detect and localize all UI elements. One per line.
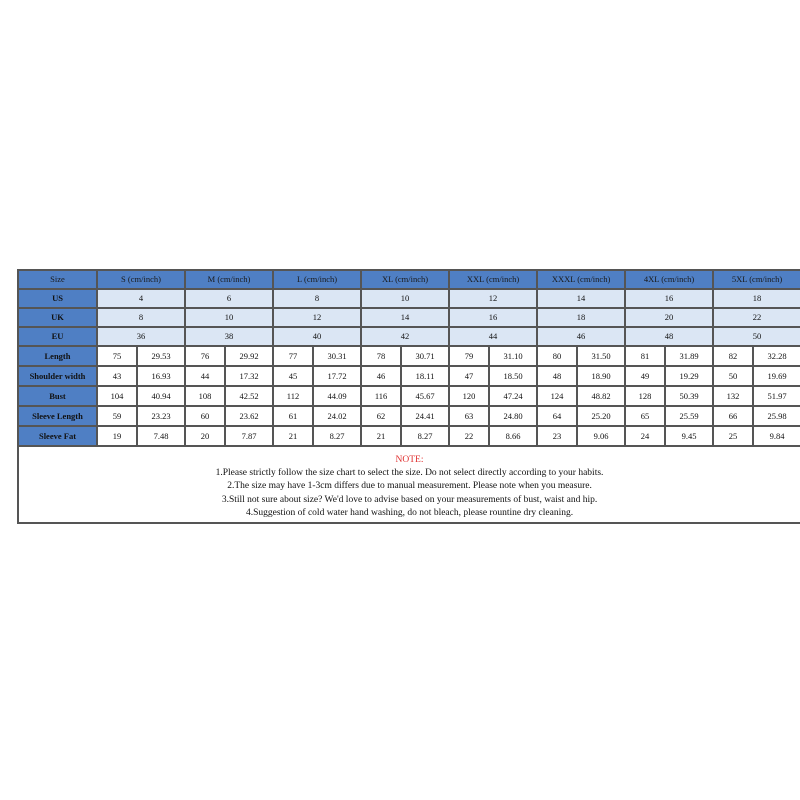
conversion-value: 14	[538, 290, 624, 307]
cm-value: 60	[186, 407, 224, 425]
size-chart-table	[17, 269, 800, 524]
cm-value: 75	[98, 347, 136, 365]
inch-value: 32.28	[754, 347, 800, 365]
measurement-row	[19, 347, 800, 365]
inch-value: 45.67	[402, 387, 448, 405]
inch-value: 31.50	[578, 347, 624, 365]
row-label: Bust	[19, 387, 96, 405]
conversion-value: 12	[274, 309, 360, 326]
cm-value: 62	[362, 407, 400, 425]
notes-row	[19, 447, 800, 522]
cm-value: 78	[362, 347, 400, 365]
cm-value: 108	[186, 387, 224, 405]
size-column-header: L (cm/inch)	[274, 271, 360, 288]
inch-value: 29.53	[138, 347, 184, 365]
cm-value: 43	[98, 367, 136, 385]
inch-value: 9.84	[754, 427, 800, 445]
cm-value: 21	[362, 427, 400, 445]
conversion-value: 4	[98, 290, 184, 307]
conversion-value: 40	[274, 328, 360, 345]
size-header-label: Size	[19, 271, 96, 288]
row-label: UK	[19, 309, 96, 326]
inch-value: 23.23	[138, 407, 184, 425]
inch-value: 24.02	[314, 407, 360, 425]
inch-value: 8.66	[490, 427, 536, 445]
inch-value: 44.09	[314, 387, 360, 405]
conversion-value: 6	[186, 290, 272, 307]
cm-value: 49	[626, 367, 664, 385]
size-column-header: XXXL (cm/inch)	[538, 271, 624, 288]
inch-value: 18.50	[490, 367, 536, 385]
inch-value: 24.80	[490, 407, 536, 425]
cm-value: 45	[274, 367, 312, 385]
inch-value: 30.71	[402, 347, 448, 365]
cm-value: 48	[538, 367, 576, 385]
conversion-value: 10	[186, 309, 272, 326]
note-line: 1.Please strictly follow the size chart to select the size. Do not select directly according to your habits.	[215, 468, 604, 479]
cm-value: 116	[362, 387, 400, 405]
cm-value: 21	[274, 427, 312, 445]
inch-value: 50.39	[666, 387, 712, 405]
header-row	[19, 271, 800, 288]
inch-value: 18.11	[402, 367, 448, 385]
size-column-header: 5XL (cm/inch)	[714, 271, 800, 288]
inch-value: 17.32	[226, 367, 272, 385]
conversion-value: 36	[98, 328, 184, 345]
inch-value: 8.27	[314, 427, 360, 445]
inch-value: 51.97	[754, 387, 800, 405]
inch-value: 9.45	[666, 427, 712, 445]
conversion-value: 50	[714, 328, 800, 345]
conversion-value: 20	[626, 309, 712, 326]
conversion-value: 16	[450, 309, 536, 326]
cm-value: 81	[626, 347, 664, 365]
conversion-value: 10	[362, 290, 448, 307]
row-label: Sleeve Length	[19, 407, 96, 425]
inch-value: 19.69	[754, 367, 800, 385]
cm-value: 80	[538, 347, 576, 365]
conversion-value: 16	[626, 290, 712, 307]
conversion-value: 14	[362, 309, 448, 326]
cm-value: 20	[186, 427, 224, 445]
cm-value: 63	[450, 407, 488, 425]
conversion-value: 46	[538, 328, 624, 345]
cm-value: 25	[714, 427, 752, 445]
inch-value: 24.41	[402, 407, 448, 425]
conversion-value: 18	[538, 309, 624, 326]
cm-value: 64	[538, 407, 576, 425]
cm-value: 46	[362, 367, 400, 385]
inch-value: 18.90	[578, 367, 624, 385]
inch-value: 23.62	[226, 407, 272, 425]
conversion-value: 8	[98, 309, 184, 326]
conversion-row-us	[19, 290, 800, 307]
inch-value: 40.94	[138, 387, 184, 405]
cm-value: 104	[98, 387, 136, 405]
measurement-row	[19, 407, 800, 425]
inch-value: 25.98	[754, 407, 800, 425]
cm-value: 22	[450, 427, 488, 445]
inch-value: 19.29	[666, 367, 712, 385]
notes-box	[19, 447, 800, 522]
row-label: US	[19, 290, 96, 307]
inch-value: 25.59	[666, 407, 712, 425]
inch-value: 8.27	[402, 427, 448, 445]
cm-value: 82	[714, 347, 752, 365]
cm-value: 128	[626, 387, 664, 405]
cm-value: 79	[450, 347, 488, 365]
inch-value: 31.10	[490, 347, 536, 365]
cm-value: 50	[714, 367, 752, 385]
inch-value: 7.48	[138, 427, 184, 445]
cm-value: 65	[626, 407, 664, 425]
cm-value: 76	[186, 347, 224, 365]
measurement-row	[19, 387, 800, 405]
inch-value: 25.20	[578, 407, 624, 425]
size-column-header: M (cm/inch)	[186, 271, 272, 288]
cm-value: 47	[450, 367, 488, 385]
conversion-row-uk	[19, 309, 800, 326]
cm-value: 112	[274, 387, 312, 405]
inch-value: 7.87	[226, 427, 272, 445]
measurement-row	[19, 427, 800, 445]
conversion-value: 42	[362, 328, 448, 345]
inch-value: 48.82	[578, 387, 624, 405]
row-label: Sleeve Fat	[19, 427, 96, 445]
inch-value: 31.89	[666, 347, 712, 365]
inch-value: 17.72	[314, 367, 360, 385]
row-label: EU	[19, 328, 96, 345]
note-line: 4.Suggestion of cold water hand washing, do not bleach, please rountine dry cleaning.	[245, 507, 574, 518]
conversion-value: 22	[714, 309, 800, 326]
note-line: 2.The size may have 1-3cm differs due to manual measurement. Please note when you measure.	[227, 481, 592, 492]
conversion-value: 12	[450, 290, 536, 307]
conversion-value: 38	[186, 328, 272, 345]
cm-value: 19	[98, 427, 136, 445]
inch-value: 16.93	[138, 367, 184, 385]
inch-value: 29.92	[226, 347, 272, 365]
size-column-header: S (cm/inch)	[98, 271, 184, 288]
row-label: Shoulder width	[19, 367, 96, 385]
measurement-row	[19, 367, 800, 385]
cm-value: 132	[714, 387, 752, 405]
size-column-header: XXL (cm/inch)	[450, 271, 536, 288]
conversion-value: 48	[626, 328, 712, 345]
inch-value: 42.52	[226, 387, 272, 405]
cm-value: 77	[274, 347, 312, 365]
conversion-value: 8	[274, 290, 360, 307]
size-column-header: XL (cm/inch)	[362, 271, 448, 288]
conversion-value: 18	[714, 290, 800, 307]
cm-value: 44	[186, 367, 224, 385]
size-column-header: 4XL (cm/inch)	[626, 271, 712, 288]
inch-value: 47.24	[490, 387, 536, 405]
note-title: NOTE:	[395, 455, 424, 465]
conversion-row-eu	[19, 328, 800, 345]
cm-value: 59	[98, 407, 136, 425]
cm-value: 120	[450, 387, 488, 405]
inch-value: 30.31	[314, 347, 360, 365]
cm-value: 61	[274, 407, 312, 425]
conversion-value: 44	[450, 328, 536, 345]
cm-value: 24	[626, 427, 664, 445]
note-line: 3.Still not sure about size? We'd love to advise based on your measurements of bust, waist and hip.	[221, 494, 598, 505]
cm-value: 124	[538, 387, 576, 405]
inch-value: 9.06	[578, 427, 624, 445]
row-label: Length	[19, 347, 96, 365]
cm-value: 66	[714, 407, 752, 425]
cm-value: 23	[538, 427, 576, 445]
